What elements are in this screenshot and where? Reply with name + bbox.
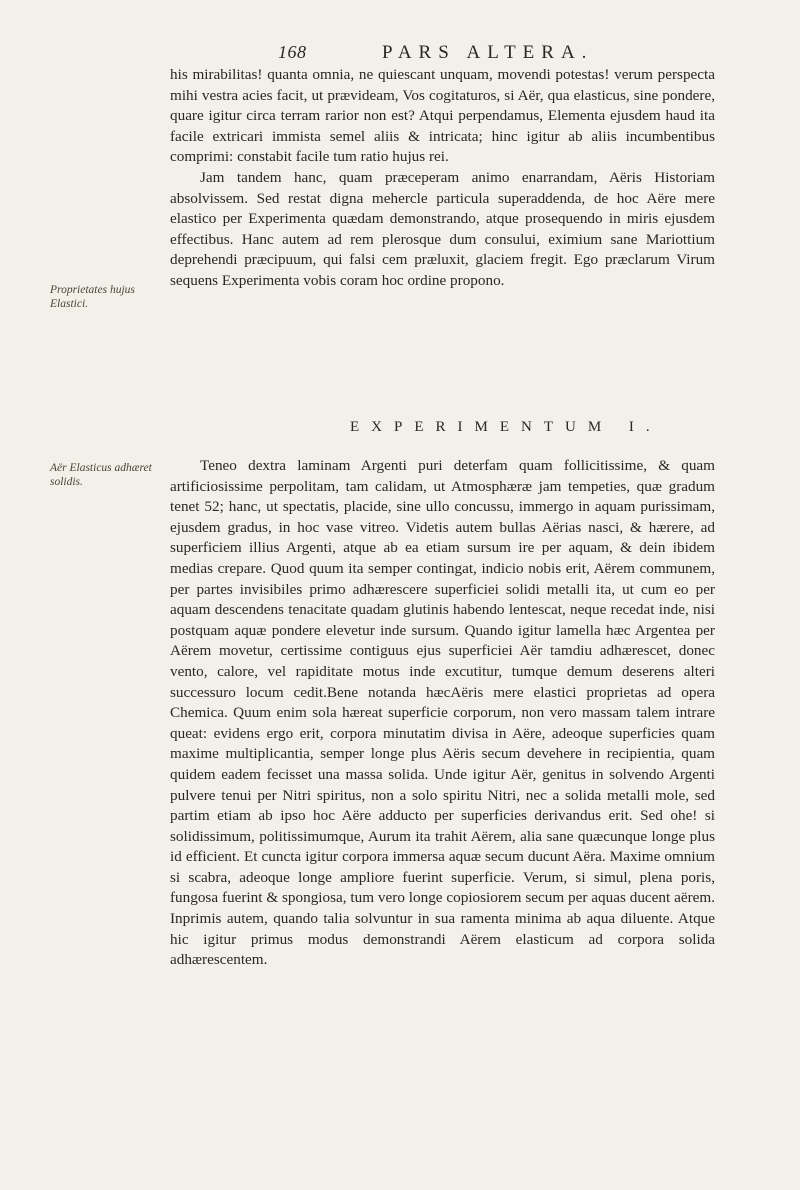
running-title: PARS ALTERA. xyxy=(382,42,594,63)
page-header xyxy=(278,42,718,66)
section-heading: EXPERIMENTUM I. xyxy=(350,419,662,435)
paragraph: Jam tandem hanc, quam præceperam animo enarrandam, Aëris Historiam absolvissem. Sed restat digna mehercle particula superaddenda, de hoc Aëre mere elastico per Experimenta quædam demonstrando, atque prosequendo in miris ejusdem effectibus. Hanc autem ad rem plerosque dum consului, eximium sane Mariottium deprehendi præcipuum, qui falsi cem præluxit, glaciem fregit. Ego præclarum Virum sequens Experimenta vobis coram hoc ordine propono. xyxy=(170,168,715,289)
page-number: 168 xyxy=(278,42,307,62)
margin-note-aer-elasticus: Aër Elasticus adhæret solidis. xyxy=(50,462,152,488)
paragraph: Teneo dextra laminam Argenti puri deterfam quam follicitissime, & quam artificiosissime perpolitam, tam calidam, ut Atmosphæræ jam tempeties, quæ gradum tenet 52; hanc, ut spectatis, placide, sine ullo concussu, immergo in aquam purissimam, ejusdem gradus, in hoc vase vitreo. Videtis autem bullas Aërias nasci, & hærere, ad superficiem illius Argenti, atque ab ea etiam sursum ire per aquam, & dein ibidem medias crepare. Quod quum ita semper contingat, indicio nobis erit, Aërem communem, per partes invisibiles primo adhærescere superficiei solidi metalli ita, ut cum eo per aquam descendens tenacitate quadam glutinis habendo lentescat, neque recedat inde, nisi postquam aquæ pondere elevetur inde sursum. Quando igitur lamella hæc Argentea per Aërem movetur, certissime contiguus ejus superficiei Aër tamdiu adhærescet, donec vento, calore, vel rapiditate motus inde excutitur, tumque demum deserens alteri successuro locum cedit.Bene notanda hæcAëris mere elastici proprietas ad opera Chemica. Quum enim sola hæreat superficie corporum, non vero massam talem intrare queat: evidens ergo erit, corpora minutatim divisa in Aëre, adeoque superficies quam maxime multiplicantia, semper longe plus Aëris secum devehere in recipientia, quam quidem eadem fecisset una massa solida. Unde igitur Aër, genitus in solvendo Argenti pulvere tenui per Nitri spiritus, non a solo spiritu Nitri, nec a solida metalli mole, sed partim etiam ab ipso hoc Aëre adducto per superficies derivandus erit. Sed ohe! si solidissimum, politissimumque, Aurum ita trahit Aërem, alia sane quæcunque longe plus id efficient. Et cuncta igitur corpora immersa aquæ secum ducunt Aëra. Maxime omnium si scabra, adeoque longe ampliore fuerint superficie. Verum, si simul, plena poris, fungosa fuerint & spongiosa, tum vero longe copiosiorem secum per aquas ducent aërem. Inprimis autem, quando talia solvuntur in sua ramenta minima ab aqua diluente. Atque hic igitur primus modus demonstrandi Aërem elasticum ad corpora solida adhærescentem. xyxy=(170,457,715,969)
margin-note-proprietates: Proprietates hujus Elastici. xyxy=(50,284,135,310)
text-block-top xyxy=(170,65,715,292)
text-block-experiment xyxy=(170,456,715,971)
paragraph: his mirabilitas! quanta omnia, ne quiescant unquam, movendi potestas! verum perspecta mihi vestra acies facit, ut prævideam, Vos cogitaturos, si Aër, qua elasticus, sine pondere, quare igitur circa terram rarior non est? Atqui perpendamus, Elementa ejusdem haud ita facile extricari immista semel aliis & intricata; hinc igitur ab aliis incumbentibus comprimi: constabit facile tum ratio hujus rei. xyxy=(170,66,715,166)
